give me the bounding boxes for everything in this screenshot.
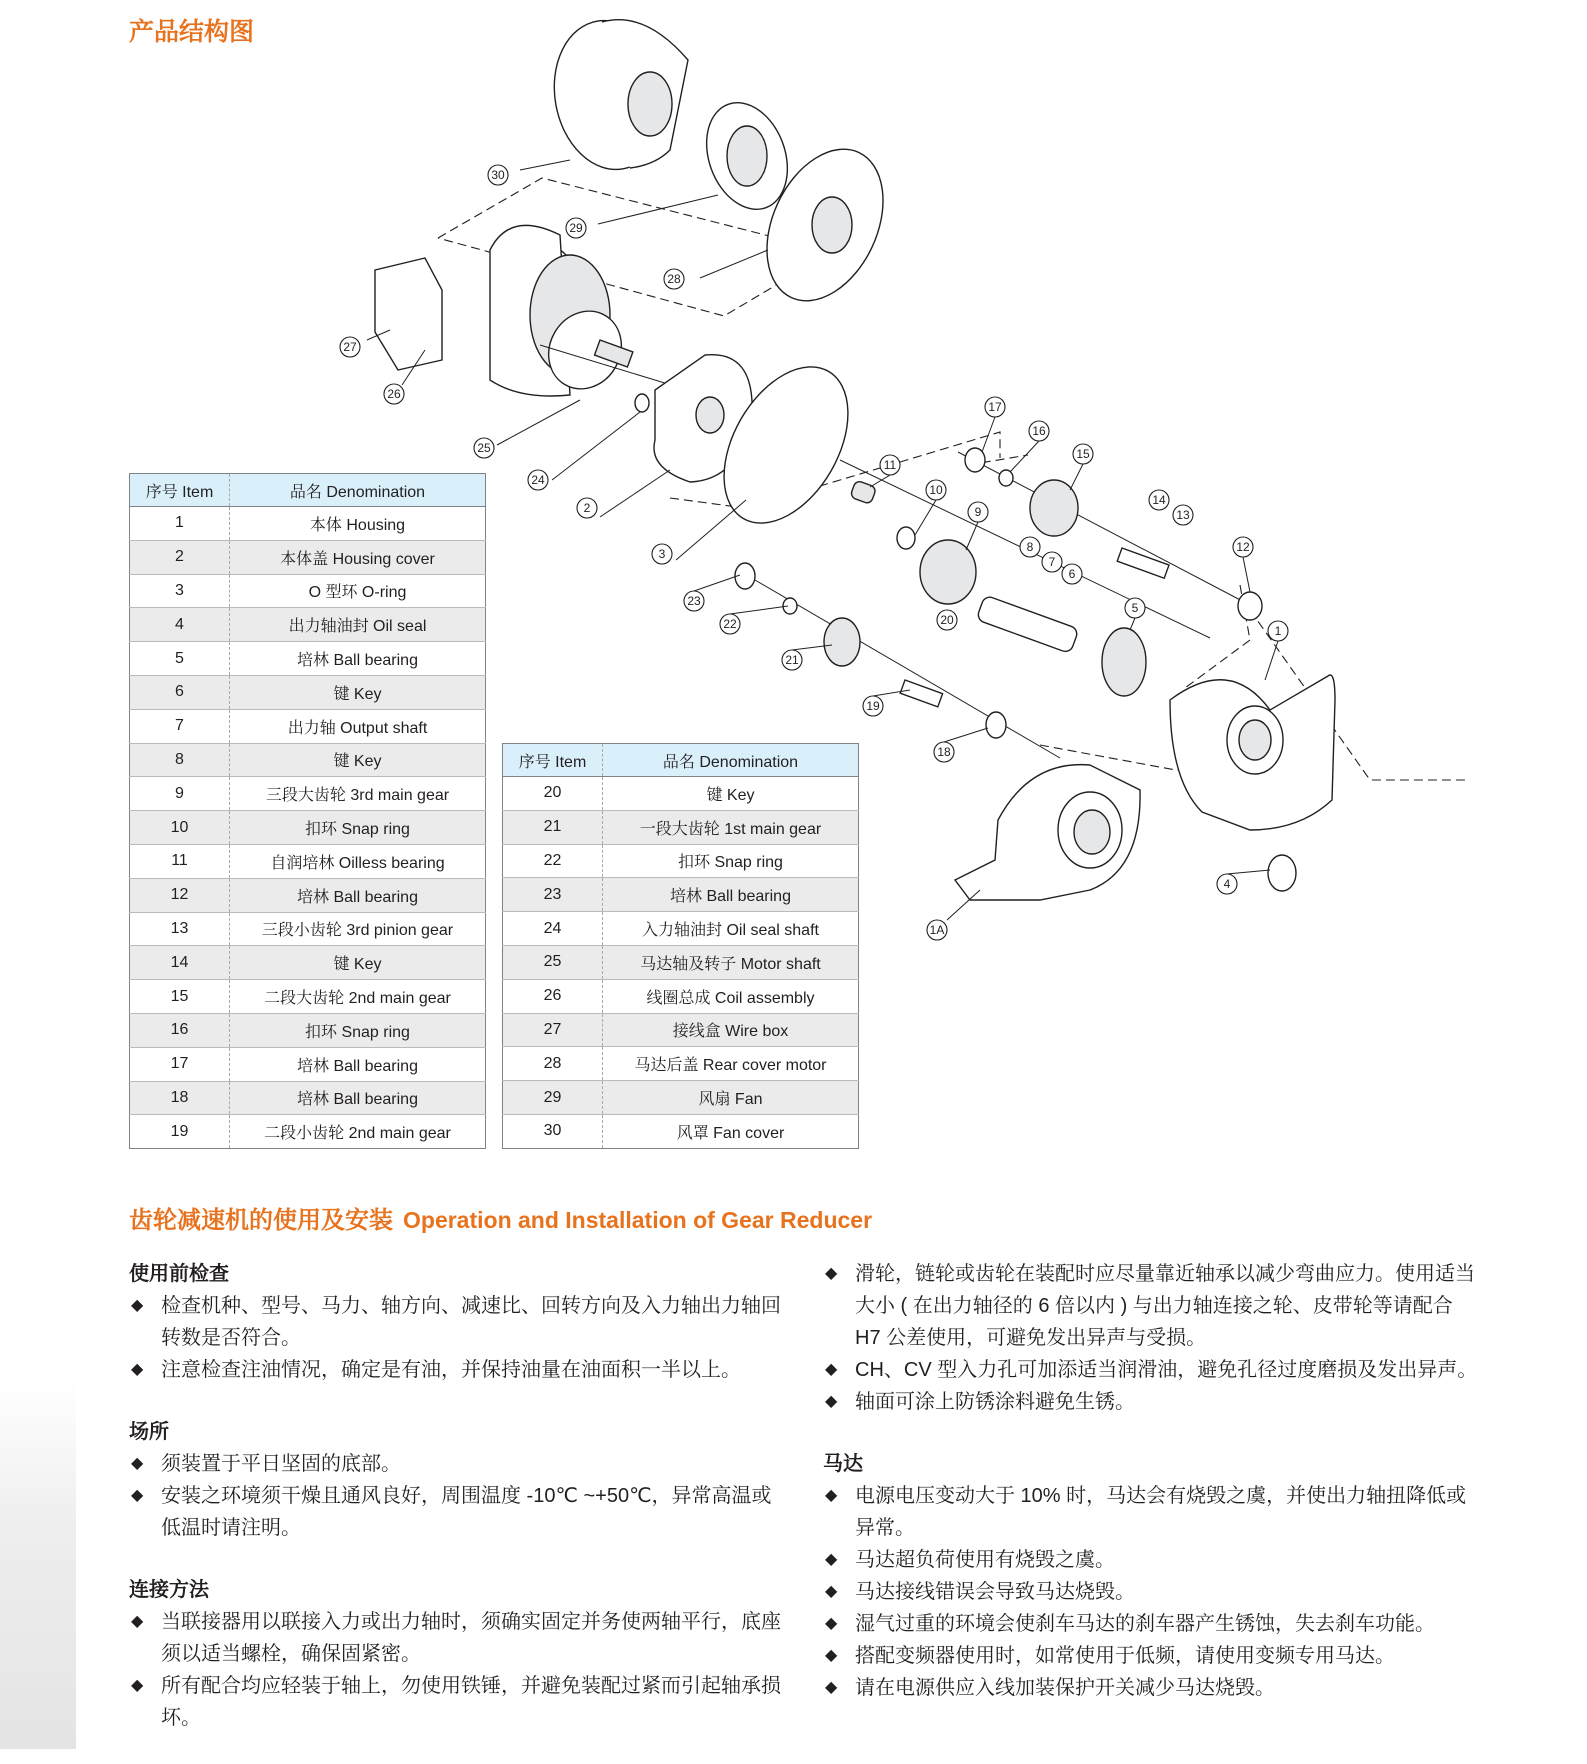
heading-motor: 马达	[823, 1453, 863, 1475]
list-item: ◆ 湿气过重的环境会使刹车马达的刹车器产生锈蚀，失去刹车功能。	[823, 1608, 1483, 1640]
list-item: ◆ 须装置于平日坚固的底部。	[129, 1448, 789, 1480]
callout-12	[1233, 537, 1253, 557]
svg-text:29: 29	[569, 221, 583, 235]
table-row: 22 扣环 Snap ring	[503, 844, 859, 878]
svg-text:1A: 1A	[929, 923, 945, 937]
heading-location: 场所	[129, 1421, 169, 1443]
callout-8	[1020, 537, 1040, 557]
table-row: 27 接线盒 Wire box	[503, 1013, 859, 1047]
svg-text:14: 14	[1152, 493, 1166, 507]
svg-text:6: 6	[1068, 567, 1076, 581]
list-item: ◆ CH、CV 型入力孔可加添适当润滑油，避免孔径过度磨损及发出异声。	[823, 1354, 1483, 1386]
list-item: ◆ 搭配变频器使用时，如常使用于低频，请使用变频专用马达。	[823, 1640, 1483, 1672]
list-item: ◆ 检查机种、型号、马力、轴方向、减速比、回转方向及入力轴出力轴回转数是否符合。	[129, 1290, 789, 1354]
bullet-list	[129, 1448, 789, 1544]
output-shaft-part	[976, 595, 1079, 654]
installation-title-cn: 齿轮减速机的使用及安装	[129, 1207, 393, 1234]
svg-text:30: 30	[491, 168, 505, 182]
list-item: ◆ 请在电源供应入线加装保护开关减少马达烧毁。	[823, 1672, 1483, 1704]
callout-11	[880, 455, 900, 475]
callout-4	[1217, 874, 1237, 894]
svg-text:24: 24	[531, 473, 545, 487]
table-row: 9 三段大齿轮 3rd main gear	[130, 777, 486, 811]
callout-9	[968, 502, 988, 522]
svg-text:2: 2	[583, 501, 591, 515]
first-main-gear-part	[824, 618, 860, 666]
svg-text:28: 28	[667, 272, 681, 286]
callout-2	[577, 498, 597, 518]
callout-3	[652, 544, 672, 564]
table-row: 8 键 Key	[130, 743, 486, 777]
table-row: 30 风罩 Fan cover	[503, 1114, 859, 1148]
svg-text:12: 12	[1236, 540, 1250, 554]
svg-text:21: 21	[785, 653, 799, 667]
callout-30	[488, 165, 508, 185]
callout-17	[985, 397, 1005, 417]
svg-text:4: 4	[1223, 877, 1231, 891]
callout-14	[1149, 490, 1169, 510]
column-header-item: 序号 Item	[503, 744, 603, 777]
table-row: 17 培林 Ball bearing	[130, 1047, 486, 1081]
table-row: 2 本体盖 Housing cover	[130, 540, 486, 574]
side-gradient-strip	[0, 1380, 76, 1749]
wire-box-part	[367, 258, 442, 385]
column-header-denomination: 品名 Denomination	[603, 744, 859, 777]
snap-ring-10-part	[897, 527, 915, 549]
table-row: 5 培林 Ball bearing	[130, 642, 486, 676]
list-item: ◆ 当联接器用以联接入力或出力轴时，须确实固定并务使两轴平行，底座须以适当螺栓，确保固紧密。	[129, 1606, 789, 1670]
snap-ring-16-part	[999, 470, 1013, 486]
svg-text:8: 8	[1026, 540, 1034, 554]
callout-29	[566, 218, 586, 238]
callout-5	[1125, 598, 1145, 618]
callout-18	[934, 742, 954, 762]
svg-text:11: 11	[883, 458, 897, 472]
table-row: 24 入力轴油封 Oil seal shaft	[503, 912, 859, 946]
table-row: 13 三段小齿轮 3rd pinion gear	[130, 912, 486, 946]
table-row: 4 出力轴油封 Oil seal	[130, 608, 486, 642]
callout-1	[1268, 621, 1288, 641]
fan-cover-part	[520, 12, 688, 179]
list-item: ◆ 马达接线错误会导致马达烧毁。	[823, 1576, 1483, 1608]
callout-25	[474, 438, 494, 458]
table-row: 16 扣环 Snap ring	[130, 1013, 486, 1047]
page-title: 产品结构图	[129, 18, 255, 46]
table-row: 23 培林 Ball bearing	[503, 878, 859, 912]
oilless-bearing-part	[850, 480, 877, 504]
table-row: 14 键 Key	[130, 946, 486, 980]
svg-text:18: 18	[937, 745, 951, 759]
installation-right-column	[823, 1258, 1483, 1734]
table-row: 1 本体 Housing	[130, 507, 486, 541]
ball-bearing-5-part	[1102, 628, 1146, 696]
callout-27	[340, 337, 360, 357]
table-row: 20 键 Key	[503, 777, 859, 811]
table-row: 6 键 Key	[130, 675, 486, 709]
oil-seal-shaft-part	[635, 394, 649, 412]
table-row: 15 二段大齿轮 2nd main gear	[130, 980, 486, 1014]
table-row: 29 风扇 Fan	[503, 1081, 859, 1115]
list-item: ◆ 马达超负荷使用有烧毁之虞。	[823, 1544, 1483, 1576]
parts-table-left	[129, 473, 486, 1149]
housing-part	[1170, 675, 1335, 830]
svg-text:19: 19	[866, 699, 880, 713]
list-item: ◆ 注意检查注油情况，确定是有油，并保持油量在油面积一半以上。	[129, 1354, 789, 1386]
ball-bearing-18-part	[986, 712, 1006, 738]
callout-20	[937, 610, 957, 630]
callout-26	[384, 384, 404, 404]
table-row: 21 一段大齿轮 1st main gear	[503, 810, 859, 844]
callout-16	[1029, 421, 1049, 441]
svg-text:9: 9	[974, 505, 982, 519]
callout-21	[782, 650, 802, 670]
third-pinion-gear-part	[1117, 548, 1169, 578]
svg-text:20: 20	[940, 613, 954, 627]
callout-10	[926, 480, 946, 500]
list-item: ◆ 滑轮，链轮或齿轮在装配时应尽量靠近轴承以减少弯曲应力。使用适当大小 ( 在出力轴径的 6 倍以内 ) 与出力轴连接之轮、皮带轮等请配合 H7 公差使用，可避免发出异声与受损。	[823, 1258, 1483, 1354]
svg-text:23: 23	[687, 594, 701, 608]
column-header-denomination: 品名 Denomination	[230, 474, 486, 507]
installation-title-en: Operation and Installation of Gear Reducer	[403, 1207, 873, 1233]
table-row: 7 出力轴 Output shaft	[130, 709, 486, 743]
table-row: 11 自润培林 Oilless bearing	[130, 844, 486, 878]
bullet-list	[129, 1606, 789, 1734]
installation-section-title	[129, 1200, 872, 1235]
svg-text:17: 17	[988, 400, 1002, 414]
callout-7	[1042, 552, 1062, 572]
second-pinion-gear-part	[900, 680, 942, 707]
list-item: ◆ 轴面可涂上防锈涂料避免生锈。	[823, 1386, 1483, 1418]
svg-text:27: 27	[343, 340, 357, 354]
svg-text:1: 1	[1274, 624, 1282, 638]
bullet-list	[129, 1290, 789, 1386]
svg-text:7: 7	[1048, 555, 1056, 569]
ball-bearing-12-part	[1238, 592, 1262, 620]
list-item: ◆ 安装之环境须干燥且通风良好，周围温度 -10℃ ~+50℃，异常高温或低温时请注明。	[129, 1480, 789, 1544]
housing-foot-part	[955, 765, 1140, 900]
callout-28	[664, 269, 684, 289]
svg-text:26: 26	[387, 387, 401, 401]
list-item: ◆ 电源电压变动大于 10% 时，马达会有烧毁之虞，并使出力轴扭降低或异常。	[823, 1480, 1483, 1544]
callout-19	[863, 696, 883, 716]
bullet-list	[823, 1480, 1483, 1704]
table-row: 10 扣环 Snap ring	[130, 811, 486, 845]
callout-23	[684, 591, 704, 611]
callout-15	[1073, 444, 1093, 464]
svg-text:3: 3	[658, 547, 666, 561]
heading-connection: 连接方法	[129, 1579, 209, 1601]
table-row: 12 培林 Ball bearing	[130, 878, 486, 912]
bullet-list	[823, 1258, 1483, 1418]
installation-left-column	[129, 1258, 789, 1764]
callout-24	[528, 470, 548, 490]
list-item: ◆ 所有配合均应轻装于轴上，勿使用铁锤，并避免装配过紧而引起轴承损坏。	[129, 1670, 789, 1734]
parts-table-right	[502, 743, 859, 1149]
svg-text:13: 13	[1176, 508, 1190, 522]
table-row: 28 马达后盖 Rear cover motor	[503, 1047, 859, 1081]
svg-text:22: 22	[723, 617, 737, 631]
table-row: 18 培林 Ball bearing	[130, 1081, 486, 1115]
oil-seal-part	[1268, 855, 1296, 891]
callout-1a	[927, 920, 947, 940]
column-header-item: 序号 Item	[130, 474, 230, 507]
callout-22	[720, 614, 740, 634]
svg-text:16: 16	[1032, 424, 1046, 438]
callout-13	[1173, 505, 1193, 525]
table-row: 25 马达轴及转子 Motor shaft	[503, 945, 859, 979]
third-main-gear-part	[920, 540, 976, 604]
heading-pre-use-check: 使用前检查	[129, 1263, 229, 1285]
table-row: 26 线圈总成 Coil assembly	[503, 979, 859, 1013]
svg-text:15: 15	[1076, 447, 1090, 461]
table-row: 19 二段小齿轮 2nd main gear	[130, 1115, 486, 1149]
svg-text:10: 10	[929, 483, 943, 497]
table-row: 3 O 型环 O-ring	[130, 574, 486, 608]
svg-text:25: 25	[477, 441, 491, 455]
callout-6	[1062, 564, 1082, 584]
svg-text:5: 5	[1131, 601, 1139, 615]
